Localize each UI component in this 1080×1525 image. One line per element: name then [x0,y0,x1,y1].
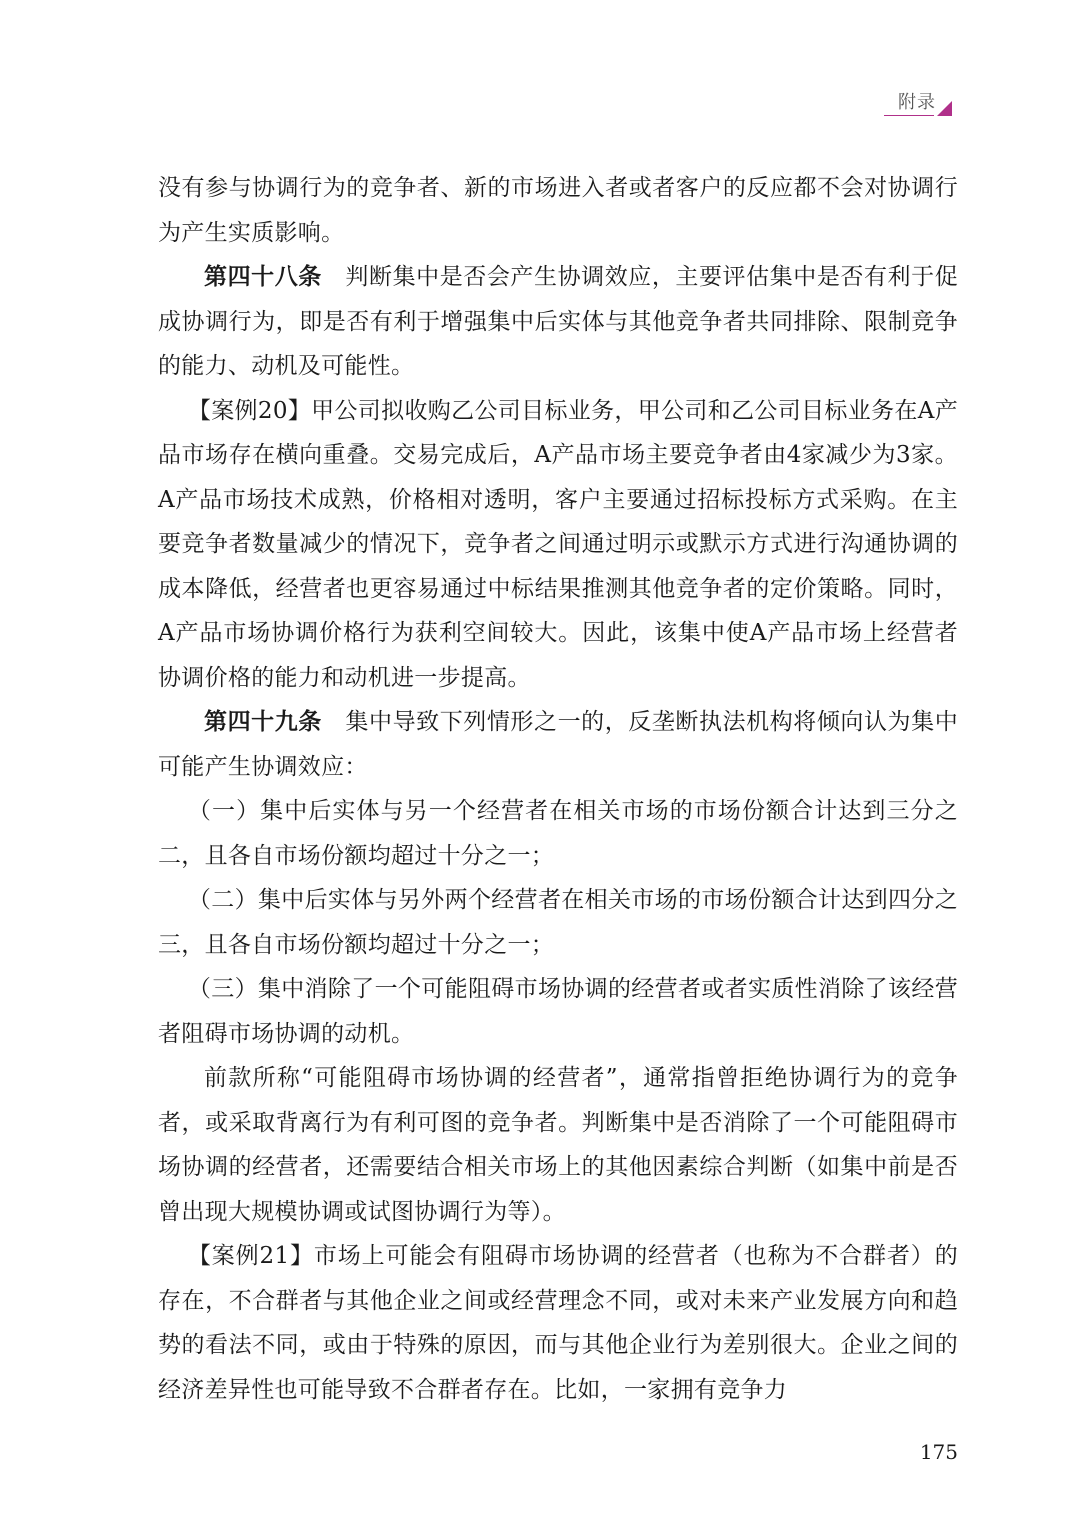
case-20-text: 甲公司拟收购乙公司目标业务，甲公司和乙公司目标业务在A产品市场存在横向重叠。交易完成后，A产品市场主要竞争者由4家减少为3家。A产品市场技术成熟，价格相对透明，客户主要通过招标投标方式采购。在主要竞争者数量减少的情况下，竞争者之间通过明示或默示方式进行沟通协调的成本降低，经营者也更容易通过中标结果推测其他竞争者的定价策略。同时，A产品市场协调价格行为获利空间较大。因此，该集中使A产品市场上经营者协调价格的能力和动机进一步提高。 [158,397,958,691]
list-item-2: （二）集中后实体与另外两个经营者在相关市场的市场份额合计达到四分之三，且各自市场份额均超过十分之一； [158,887,958,958]
article-49-text: 集中导致下列情形之一的，反垄断执法机构将倾向认为集中可能产生协调效应： [158,709,958,780]
case-20-label: 【案例20】 [187,397,312,424]
header-title: 附录 [898,92,936,113]
header-rule [884,115,934,116]
paragraph-case-21 [158,1234,958,1412]
article-49-label: 第四十九条 [204,709,322,735]
paragraph-article-48 [158,255,958,389]
list-item-3: （三）集中消除了一个可能阻碍市场协调的经营者或者实质性消除了该经营者阻碍市场协调的动机。 [158,976,958,1047]
triangle-mark-icon [937,101,952,116]
body-text [158,166,958,1412]
list-item-1: （一）集中后实体与另一个经营者在相关市场的市场份额合计达到三分之二，且各自市场份额均超过十分之一； [158,798,958,869]
case-21-text: 市场上可能会有阻碍市场协调的经营者（也称为不合群者）的存在，不合群者与其他企业之间或经营理念不同，或对未来产业发展方向和趋势的看法不同，或由于特殊的原因，而与其他企业行为差别很大。企业之间的经济差异性也可能导致不合群者存在。比如，一家拥有竞争力 [158,1243,958,1403]
paragraph-article-49 [158,700,958,789]
paragraph-definition: 前款所称“可能阻碍市场协调的经营者”，通常指曾拒绝协调行为的竞争者，或采取背离行为有利可图的竞争者。判断集中是否消除了一个可能阻碍市场协调的经营者，还需要结合相关市场上的其他因素综合判断（如集中前是否曾出现大规模协调或试图协调行为等）。 [158,1065,958,1225]
paragraph-1: 没有参与协调行为的竞争者、新的市场进入者或者客户的反应都不会对协调行为产生实质影响。 [158,175,958,246]
article-48-text: 判断集中是否会产生协调效应，主要评估集中是否有利于促成协调行为，即是否有利于增强集中后实体与其他竞争者共同排除、限制竞争的能力、动机及可能性。 [158,264,958,379]
paragraph-case-20 [158,389,958,701]
article-48-label: 第四十八条 [204,264,322,290]
case-21-label: 【案例21】 [187,1243,314,1269]
running-header [870,88,960,122]
page-number: 175 [919,1440,958,1464]
